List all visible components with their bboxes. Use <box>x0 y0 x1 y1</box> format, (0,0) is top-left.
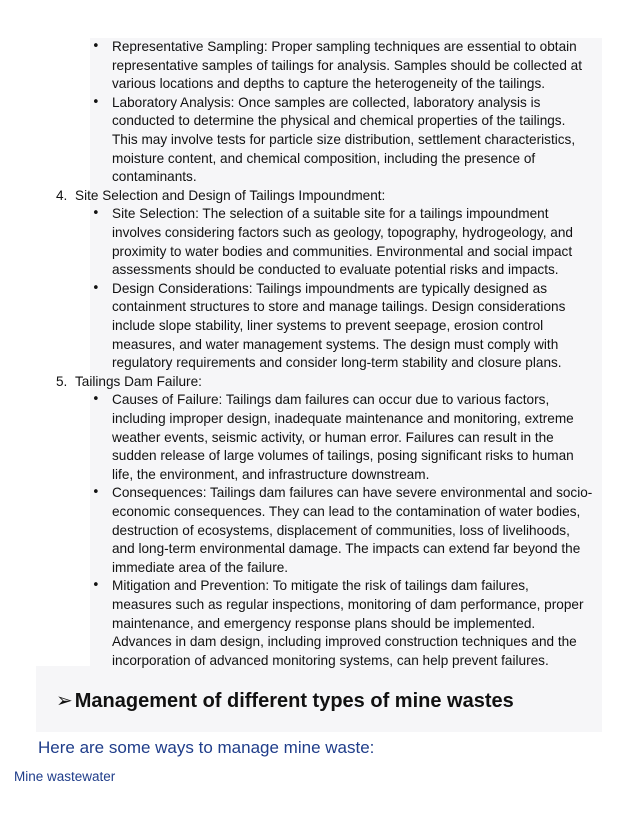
list-number: 5. <box>56 373 68 389</box>
paragraph-line: immediate area of the failure. <box>112 559 289 575</box>
paragraph-line: including improper design, inadequate maintenance and monitoring, extreme <box>112 411 574 426</box>
paragraph-line: Consequences: Tailings dam failures can have severe environmental and socio- <box>112 485 593 501</box>
paragraph-line: economic consequences. They can lead to the contamination of water bodies, <box>112 504 581 519</box>
paragraph-line: Design Considerations: Tailings impoundments are typically designed as <box>112 280 547 296</box>
arrow-bullet-icon: ➢ <box>56 688 73 712</box>
paragraph-line: conducted to determine the physical and chemical properties of the tailings. <box>112 113 566 129</box>
paragraph-line: regulatory requirements and consider long-term stability and closure plans. <box>112 355 562 371</box>
paragraph-line: representative samples of tailings for analysis. Samples should be collected at <box>112 57 582 73</box>
paragraph-line: assessments should be conducted to evaluate potential risks and impacts. <box>112 262 559 278</box>
paragraph-line: destruction of ecosystems, displacement of communities, loss of livelihoods, <box>112 522 570 538</box>
paragraph-line: This may involve tests for particle size distribution, settlement characteristics, <box>112 132 576 147</box>
paragraph-line: containment structures to store and manage tailings. Design considerations <box>112 299 566 315</box>
bullet-icon: • <box>92 39 100 54</box>
bullet-icon: • <box>92 392 100 408</box>
bullet-icon: • <box>92 578 100 594</box>
paragraph-line: include slope stability, liner systems to prevent seepage, erosion control <box>112 318 544 333</box>
paragraph-line: Mitigation and Prevention: To mitigate the risk of tailings dam failures, <box>112 578 529 594</box>
paragraph-line: maintenance, and emergency response plans should be implemented. <box>112 615 536 631</box>
paragraph-line: involves considering factors such as geology, topography, hydrogeology, and <box>112 225 573 240</box>
paragraph-line: contaminants. <box>112 169 197 185</box>
paragraph-line: Laboratory Analysis: Once samples are collected, laboratory analysis is <box>112 94 541 110</box>
list-item-title: Tailings Dam Failure: <box>75 373 202 389</box>
list-number: 4. <box>56 187 68 203</box>
paragraph-line: Advances in dam design, including improved construction techniques and the <box>112 634 577 650</box>
bullet-icon: • <box>92 280 100 296</box>
paragraph-line: sudden release of large volumes of tailings, posing significant risks to human <box>112 448 574 464</box>
paragraph-line: life, the environment, and infrastructure downstream. <box>112 466 430 482</box>
paragraph-line: Representative Sampling: Proper sampling techniques are essential to obtain <box>112 39 577 54</box>
list-item-title: Site Selection and Design of Tailings Impoundment: <box>75 187 386 203</box>
paragraph-line: proximity to water bodies and communities. Environmental and social impact <box>112 243 573 259</box>
bullet-icon: • <box>92 485 100 501</box>
section-heading-text: Management of different types of mine wastes <box>74 690 514 712</box>
paragraph-line: incorporation of advanced monitoring systems, can help prevent failures. <box>112 652 549 668</box>
content-background-margin <box>36 38 90 666</box>
paragraph-line: measures such as regular inspections, monitoring of dam performance, proper <box>112 597 584 612</box>
intro-text: Here are some ways to manage mine waste: <box>38 738 375 757</box>
subheading-mine-wastewater: Mine wastewater <box>14 769 116 784</box>
section-heading <box>56 687 514 714</box>
paragraph-line: measures, and water management systems. The design must comply with <box>112 336 559 352</box>
paragraph-line: Causes of Failure: Tailings dam failures can occur due to various factors, <box>112 392 550 408</box>
paragraph-line: and long-term environmental damage. The impacts can extend far beyond the <box>112 541 581 557</box>
paragraph-line: Site Selection: The selection of a suitable site for a tailings impoundment <box>112 206 549 222</box>
bullet-icon: • <box>92 94 100 110</box>
paragraph-line: moisture content, and chemical composition, including the presence of <box>112 150 536 166</box>
paragraph-line: weather events, seismic activity, or human error. Failures can result in the <box>112 429 554 445</box>
bullet-icon: • <box>92 206 100 222</box>
paragraph-line: various locations and depths to capture the heterogeneity of the tailings. <box>112 76 546 92</box>
